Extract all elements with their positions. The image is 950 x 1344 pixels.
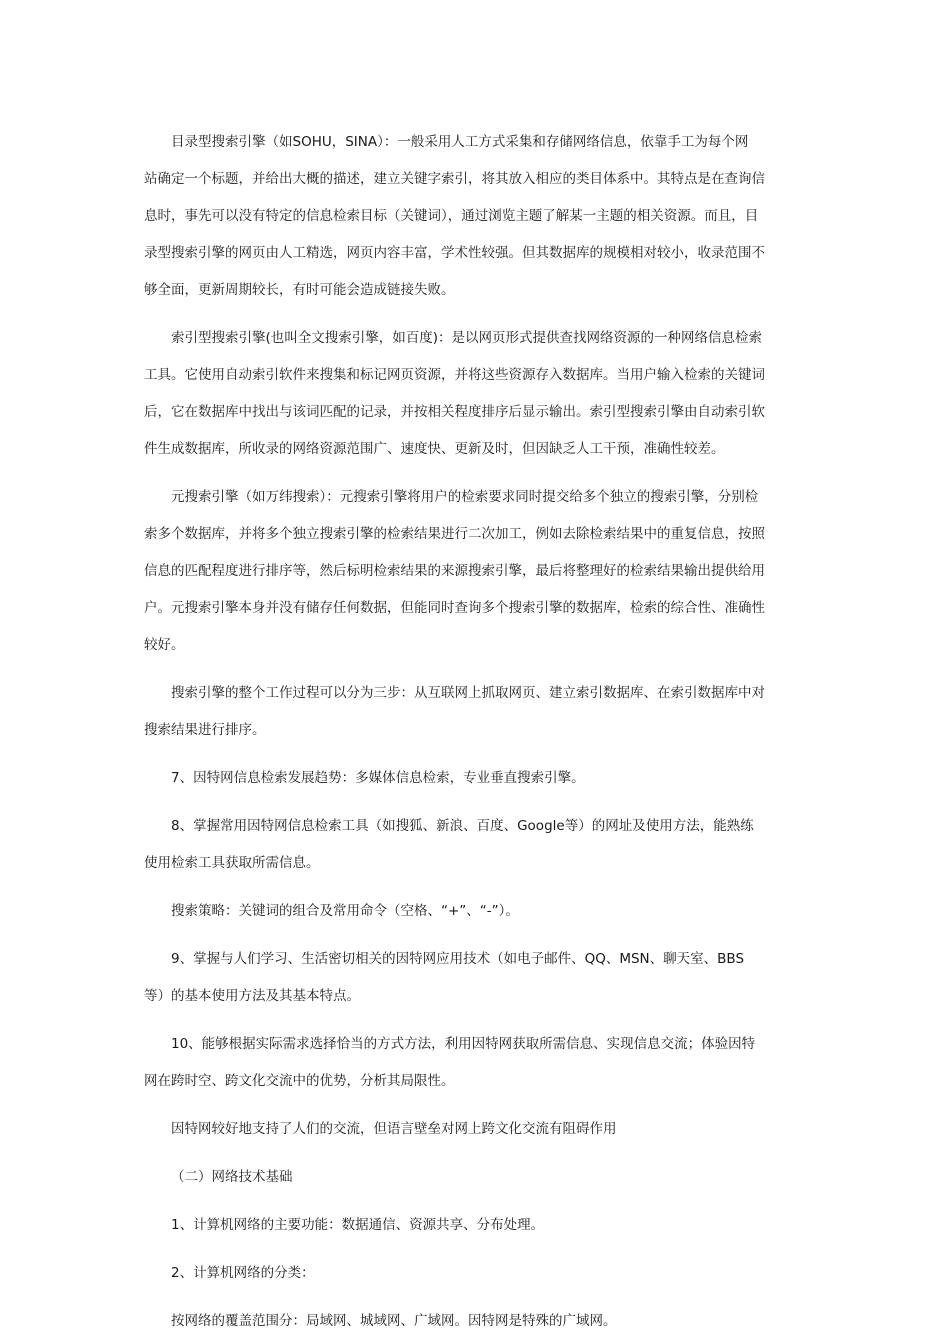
paragraph-line: 搜索策略：关键词的组合及常用命令（空格、“+”、“-”）。	[171, 903, 519, 919]
paragraph	[144, 1207, 806, 1244]
paragraph	[144, 941, 806, 1015]
paragraph-line: 件生成数据库，所收录的网络资源范围广、速度快、更新及时，但因缺乏人工干预，准确性较差。	[144, 441, 725, 457]
paragraph	[144, 1111, 806, 1148]
paragraph-line: 10、能够根据实际需求选择恰当的方式方法，利用因特网获取所需信息、实现信息交流；体验因特	[171, 1036, 756, 1052]
paragraph	[144, 1159, 806, 1196]
paragraph-line: 2、计算机网络的分类：	[171, 1265, 315, 1281]
paragraph-line: 目录型搜索引擎（如SOHU，SINA）：一般采用人工方式采集和存储网络信息，依靠手工为每个网	[171, 134, 749, 150]
paragraph-line: 搜索引擎的整个工作过程可以分为三步：从互联网上抓取网页、建立索引数据库、在索引数据库中对	[171, 685, 765, 701]
paragraph-line: 8、掌握常用因特网信息检索工具（如搜狐、新浪、百度、Google等）的网址及使用方法，能熟练	[171, 818, 754, 834]
paragraph-line: 索多个数据库，并将多个独立搜索引擎的检索结果进行二次加工，例如去除检索结果中的重复信息，按照	[144, 526, 765, 542]
paragraph-line: 7、因特网信息检索发展趋势：多媒体信息检索，专业垂直搜索引擎。	[171, 770, 585, 786]
paragraph-line: 等）的基本使用方法及其基本特点。	[144, 988, 360, 1004]
paragraph	[144, 1255, 806, 1292]
paragraph-line: 按网络的覆盖范围分：局域网、城域网、广域网。因特网是特殊的广域网。	[171, 1313, 617, 1329]
paragraph-line: 够全面，更新周期较长，有时可能会造成链接失败。	[144, 282, 455, 298]
paragraph-line: 息时，事先可以没有特定的信息检索目标（关键词），通过浏览主题了解某一主题的相关资源。而且，目	[144, 208, 759, 224]
paragraph	[144, 893, 806, 930]
paragraph	[144, 808, 806, 882]
paragraph	[144, 760, 806, 797]
paragraph-line: 9、掌握与人们学习、生活密切相关的因特网应用技术（如电子邮件、QQ、MSN、聊天室、BBS	[171, 951, 745, 967]
paragraph-line: 元搜索引擎（如万纬搜索）：元搜索引擎将用户的检索要求同时提交给多个独立的搜索引擎，分别检	[171, 489, 759, 505]
paragraph	[144, 675, 806, 749]
paragraph	[144, 320, 806, 468]
paragraph	[144, 1026, 806, 1100]
paragraph	[144, 1303, 806, 1340]
paragraph	[144, 124, 806, 309]
paragraph-line: 网在跨时空、跨文化交流中的优势，分析其局限性。	[144, 1073, 455, 1089]
paragraph-line: 因特网较好地支持了人们的交流，但语言壁垒对网上跨文化交流有阻碍作用	[171, 1121, 617, 1137]
paragraph-line: 使用检索工具获取所需信息。	[144, 855, 320, 871]
paragraph-line: 录型搜索引擎的网页由人工精选，网页内容丰富，学术性较强。但其数据库的规模相对较小，收录范围不	[144, 245, 765, 261]
paragraph-line: 工具。它使用自动索引软件来搜集和标记网页资源，并将这些资源存入数据库。当用户输入检索的关键词	[144, 367, 765, 383]
paragraph-line: 站确定一个标题，并给出大概的描述，建立关键字索引，将其放入相应的类目体系中。其特点是在查询信	[144, 171, 765, 187]
paragraph-line: 搜索结果进行排序。	[144, 722, 266, 738]
paragraph-line: 索引型搜索引擎(也叫全文搜索引擎，如百度)：是以网页形式提供查找网络资源的一种网络信息检索	[171, 330, 763, 346]
paragraph-line: 户。元搜索引擎本身并没有储存任何数据，但能同时查询多个搜索引擎的数据库，检索的综合性、准确性	[144, 600, 765, 616]
paragraph	[144, 479, 806, 664]
paragraph-line: 后，它在数据库中找出与该词匹配的记录，并按相关程度排序后显示输出。索引型搜索引擎由自动索引软	[144, 404, 765, 420]
paragraph-line: （二）网络技术基础	[171, 1169, 293, 1185]
paragraph-line: 信息的匹配程度进行排序等，然后标明检索结果的来源搜索引擎，最后将整理好的检索结果输出提供给用	[144, 563, 765, 579]
paragraph-line: 较好。	[144, 637, 185, 653]
paragraph-line: 1、计算机网络的主要功能：数据通信、资源共享、分布处理。	[171, 1217, 545, 1233]
